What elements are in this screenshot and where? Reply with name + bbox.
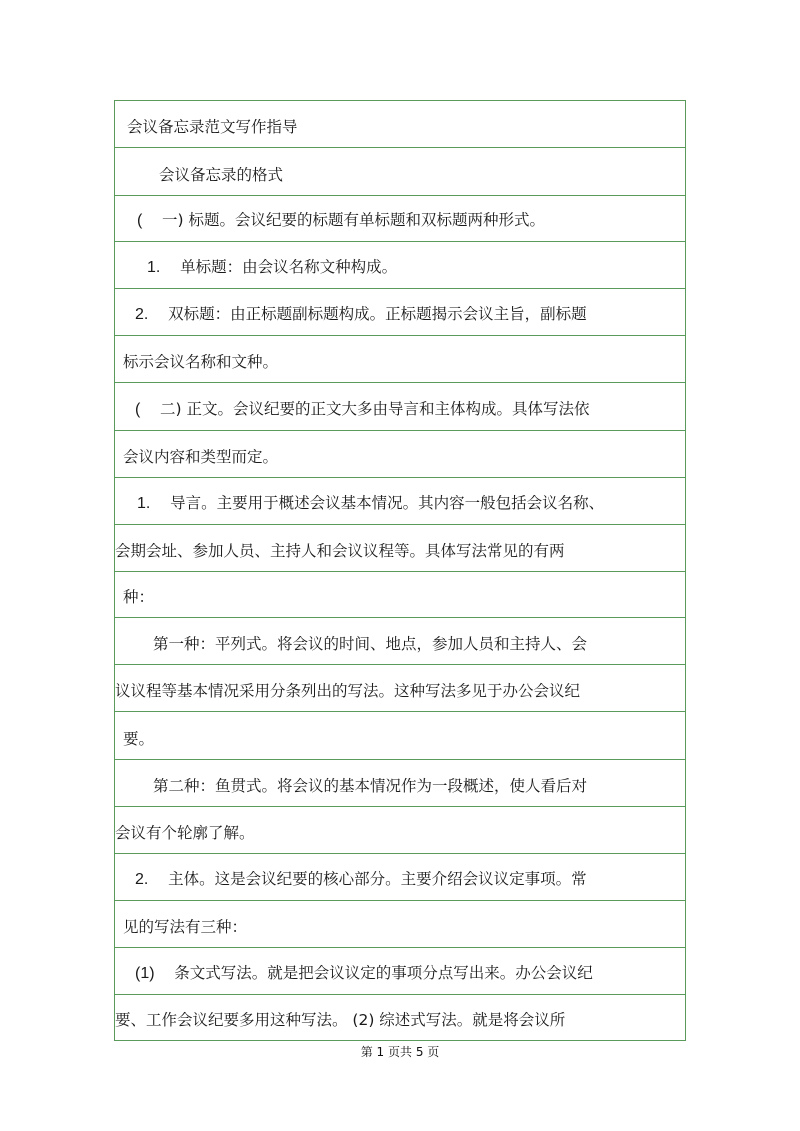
table-row — [115, 854, 685, 901]
row-text: 种： — [123, 587, 155, 606]
row-text: 会议备忘录范文写作指导 — [127, 117, 298, 136]
row-text: 会议内容和类型而定。 — [123, 447, 279, 466]
row-marker: ( — [135, 401, 141, 418]
row-text: 主体。这是会议纪要的核心部分。主要介绍会议议定事项。常 — [168, 870, 587, 888]
table-row — [115, 525, 685, 572]
row-text: 见的写法有三种： — [123, 917, 248, 936]
page-footer: 第 1 页共 5 页 — [360, 1045, 440, 1059]
row-marker: 1. — [147, 259, 161, 276]
row-text: 单标题：由会议名称文种构成。 — [180, 258, 398, 276]
table-row — [115, 101, 685, 148]
table-row — [115, 196, 685, 242]
row-marker: ( — [137, 212, 143, 229]
table-row — [115, 336, 685, 383]
table-row — [115, 572, 685, 618]
row-text: 要、工作会议纪要多用这种写法。 (2) 综述式写法。就是将会议所 — [115, 1010, 566, 1029]
table-row — [115, 948, 685, 995]
document-table — [114, 100, 686, 1041]
table-row — [115, 901, 685, 948]
row-text: 导言。主要用于概述会议基本情况。其内容一般包括会议名称、 — [170, 494, 605, 512]
row-text: 二) 正文。会议纪要的正文大多由导言和主体构成。具体写法依 — [160, 400, 590, 418]
table-row — [115, 383, 685, 431]
row-marker: (1) — [135, 965, 155, 982]
table-row — [115, 807, 685, 854]
row-text: 第一种：平列式。将会议的时间、地点，参加人员和主持人、会 — [153, 634, 588, 653]
row-text: 一) 标题。会议纪要的标题有单标题和双标题两种形式。 — [162, 211, 546, 229]
table-row — [115, 712, 685, 760]
row-text: 条文式写法。就是把会议议定的事项分点写出来。办公会议纪 — [174, 964, 593, 982]
table-row — [115, 289, 685, 336]
row-text: 会期会址、参加人员、主持人和会议议程等。具体写法常见的有两 — [115, 541, 565, 560]
table-row — [115, 995, 685, 1041]
table-row — [115, 242, 685, 289]
row-text: 议议程等基本情况采用分条列出的写法。这种写法多见于办公会议纪 — [115, 681, 581, 700]
row-text: 标示会议名称和文种。 — [123, 352, 279, 371]
row-marker: 2. — [135, 871, 149, 888]
table-row — [115, 618, 685, 665]
table-row — [115, 478, 685, 525]
row-marker: 2. — [135, 306, 149, 323]
row-text: 双标题：由正标题副标题构成。正标题揭示会议主旨，副标题 — [168, 305, 587, 323]
table-row — [115, 760, 685, 807]
row-text: 要。 — [123, 729, 155, 748]
row-marker: 1. — [137, 495, 151, 512]
row-text: 会议备忘录的格式 — [159, 165, 284, 184]
row-text: 第二种：鱼贯式。将会议的基本情况作为一段概述，使人看后对 — [153, 776, 588, 795]
table-row — [115, 431, 685, 478]
table-row — [115, 148, 685, 196]
row-text: 会议有个轮廓了解。 — [115, 823, 255, 842]
table-row — [115, 665, 685, 712]
